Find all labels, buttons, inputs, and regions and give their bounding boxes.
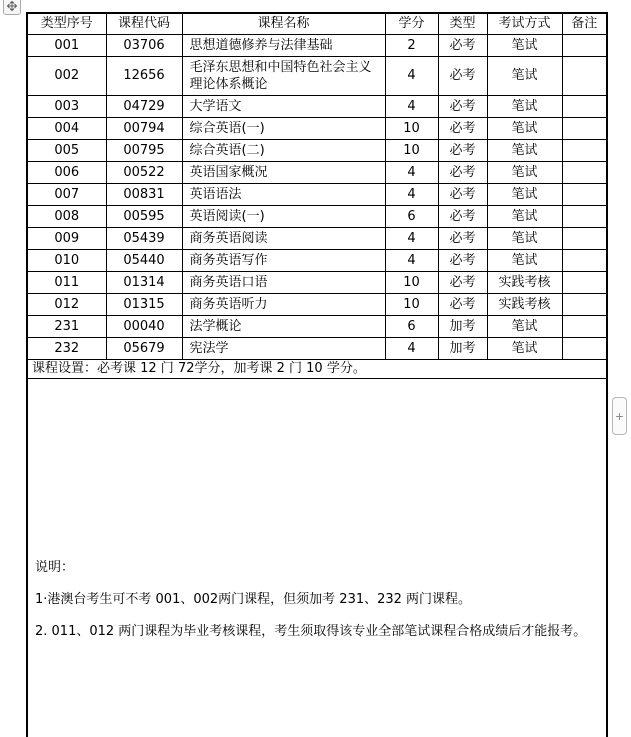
cell-credits: 4 <box>385 249 438 271</box>
cell-code: 00795 <box>106 139 182 161</box>
cell-exam: 笔试 <box>487 117 562 139</box>
cell-code: 00831 <box>106 183 182 205</box>
table-row <box>27 117 607 139</box>
cell-name: 英语阅读(一) <box>182 205 385 227</box>
note-item-2: 2. 011、012 两门课程为毕业考核课程，考生须取得该专业全部笔试课程合格成绩后才能报考。 <box>35 623 587 639</box>
header-exam: 考试方式 <box>487 13 562 34</box>
cell-exam: 笔试 <box>487 161 562 183</box>
table-row <box>27 183 607 205</box>
table-row <box>27 95 607 117</box>
cell-seq: 003 <box>27 95 106 117</box>
cell-name: 宪法学 <box>182 337 385 359</box>
cell-note <box>562 271 607 293</box>
summary-row <box>27 359 607 378</box>
cell-note <box>562 205 607 227</box>
cell-seq: 002 <box>27 56 106 95</box>
header-type: 类型 <box>438 13 487 34</box>
cell-type: 必考 <box>438 34 487 56</box>
cell-seq: 232 <box>27 337 106 359</box>
cell-credits: 6 <box>385 205 438 227</box>
cell-note <box>562 249 607 271</box>
cell-credits: 10 <box>385 117 438 139</box>
table-row <box>27 161 607 183</box>
cell-exam: 笔试 <box>487 139 562 161</box>
cell-note <box>562 34 607 56</box>
cell-credits: 4 <box>385 183 438 205</box>
cell-name: 商务英语阅读 <box>182 227 385 249</box>
cell-credits: 2 <box>385 34 438 56</box>
cell-credits: 4 <box>385 337 438 359</box>
cell-note <box>562 56 607 95</box>
cell-type: 必考 <box>438 271 487 293</box>
cell-code: 01314 <box>106 271 182 293</box>
cell-type: 必考 <box>438 183 487 205</box>
cell-type: 必考 <box>438 161 487 183</box>
table-row <box>27 34 607 56</box>
cell-seq: 010 <box>27 249 106 271</box>
notes-cell <box>27 378 607 737</box>
cell-seq: 009 <box>27 227 106 249</box>
add-button[interactable]: + <box>612 397 627 435</box>
cell-note <box>562 183 607 205</box>
cell-exam: 实践考核 <box>487 293 562 315</box>
course-table-body <box>27 13 607 737</box>
cell-seq: 004 <box>27 117 106 139</box>
cell-note <box>562 227 607 249</box>
cell-type: 必考 <box>438 56 487 95</box>
cell-name: 法学概论 <box>182 315 385 337</box>
table-row <box>27 271 607 293</box>
table-row <box>27 249 607 271</box>
cell-credits: 10 <box>385 293 438 315</box>
cell-seq: 007 <box>27 183 106 205</box>
cell-seq: 001 <box>27 34 106 56</box>
cell-code: 01315 <box>106 293 182 315</box>
cell-exam: 笔试 <box>487 249 562 271</box>
cell-type: 必考 <box>438 249 487 271</box>
table-row <box>27 227 607 249</box>
cell-type: 必考 <box>438 139 487 161</box>
move-arrows-icon <box>6 0 18 12</box>
cell-exam: 笔试 <box>487 95 562 117</box>
cell-seq: 005 <box>27 139 106 161</box>
cell-code: 04729 <box>106 95 182 117</box>
cell-note <box>562 139 607 161</box>
cell-type: 加考 <box>438 315 487 337</box>
cell-note <box>562 337 607 359</box>
cell-seq: 008 <box>27 205 106 227</box>
cell-type: 必考 <box>438 293 487 315</box>
notes-title: 说明： <box>35 559 75 575</box>
cell-code: 00794 <box>106 117 182 139</box>
cell-credits: 4 <box>385 95 438 117</box>
cell-type: 必考 <box>438 117 487 139</box>
cell-exam: 笔试 <box>487 56 562 95</box>
cell-exam: 笔试 <box>487 227 562 249</box>
cell-name: 商务英语口语 <box>182 271 385 293</box>
cell-name: 商务英语写作 <box>182 249 385 271</box>
cell-type: 必考 <box>438 95 487 117</box>
table-row <box>27 315 607 337</box>
cell-type: 必考 <box>438 205 487 227</box>
cell-credits: 4 <box>385 161 438 183</box>
cell-name: 英语语法 <box>182 183 385 205</box>
cell-exam: 笔试 <box>487 315 562 337</box>
cell-name: 综合英语(二) <box>182 139 385 161</box>
cell-seq: 011 <box>27 271 106 293</box>
course-table <box>26 12 608 737</box>
cell-exam: 实践考核 <box>487 271 562 293</box>
header-name: 课程名称 <box>182 13 385 34</box>
cell-exam: 笔试 <box>487 183 562 205</box>
cell-exam: 笔试 <box>487 34 562 56</box>
cell-note <box>562 293 607 315</box>
cell-name: 大学语文 <box>182 95 385 117</box>
cell-name: 商务英语听力 <box>182 293 385 315</box>
cell-name: 综合英语(一) <box>182 117 385 139</box>
cell-code: 00522 <box>106 161 182 183</box>
cell-name: 英语国家概况 <box>182 161 385 183</box>
cell-credits: 10 <box>385 139 438 161</box>
header-note: 备注 <box>562 13 607 34</box>
cell-code: 05679 <box>106 337 182 359</box>
cell-credits: 10 <box>385 271 438 293</box>
header-seq: 类型序号 <box>27 13 106 34</box>
cell-seq: 006 <box>27 161 106 183</box>
cell-name: 毛泽东思想和中国特色社会主义理论体系概论 <box>182 56 385 95</box>
cell-note <box>562 117 607 139</box>
cell-seq: 012 <box>27 293 106 315</box>
note-item-1: 1·港澳台考生可不考 001、002两门课程，但须加考 231、232 两门课程。 <box>35 591 472 607</box>
cell-credits: 6 <box>385 315 438 337</box>
cell-exam: 笔试 <box>487 337 562 359</box>
table-row <box>27 205 607 227</box>
cell-note <box>562 161 607 183</box>
cell-exam: 笔试 <box>487 205 562 227</box>
course-setup-summary: 课程设置：必考课 12 门 72学分，加考课 2 门 10 学分。 <box>27 359 607 378</box>
notes-row <box>27 378 607 737</box>
table-row <box>27 56 607 95</box>
cell-type: 加考 <box>438 337 487 359</box>
cell-code: 00595 <box>106 205 182 227</box>
header-credits: 学分 <box>385 13 438 34</box>
header-code: 课程代码 <box>106 13 182 34</box>
cell-note <box>562 315 607 337</box>
header-row <box>27 13 607 34</box>
cell-seq: 231 <box>27 315 106 337</box>
table-row <box>27 337 607 359</box>
cell-code: 05439 <box>106 227 182 249</box>
cell-note <box>562 95 607 117</box>
cell-credits: 4 <box>385 56 438 95</box>
cell-type: 必考 <box>438 227 487 249</box>
cell-name: 思想道德修养与法律基础 <box>182 34 385 56</box>
cell-code: 12656 <box>106 56 182 95</box>
cell-code: 05440 <box>106 249 182 271</box>
table-row <box>27 139 607 161</box>
cell-credits: 4 <box>385 227 438 249</box>
table-move-handle[interactable] <box>3 0 21 15</box>
table-row <box>27 293 607 315</box>
cell-code: 00040 <box>106 315 182 337</box>
cell-code: 03706 <box>106 34 182 56</box>
